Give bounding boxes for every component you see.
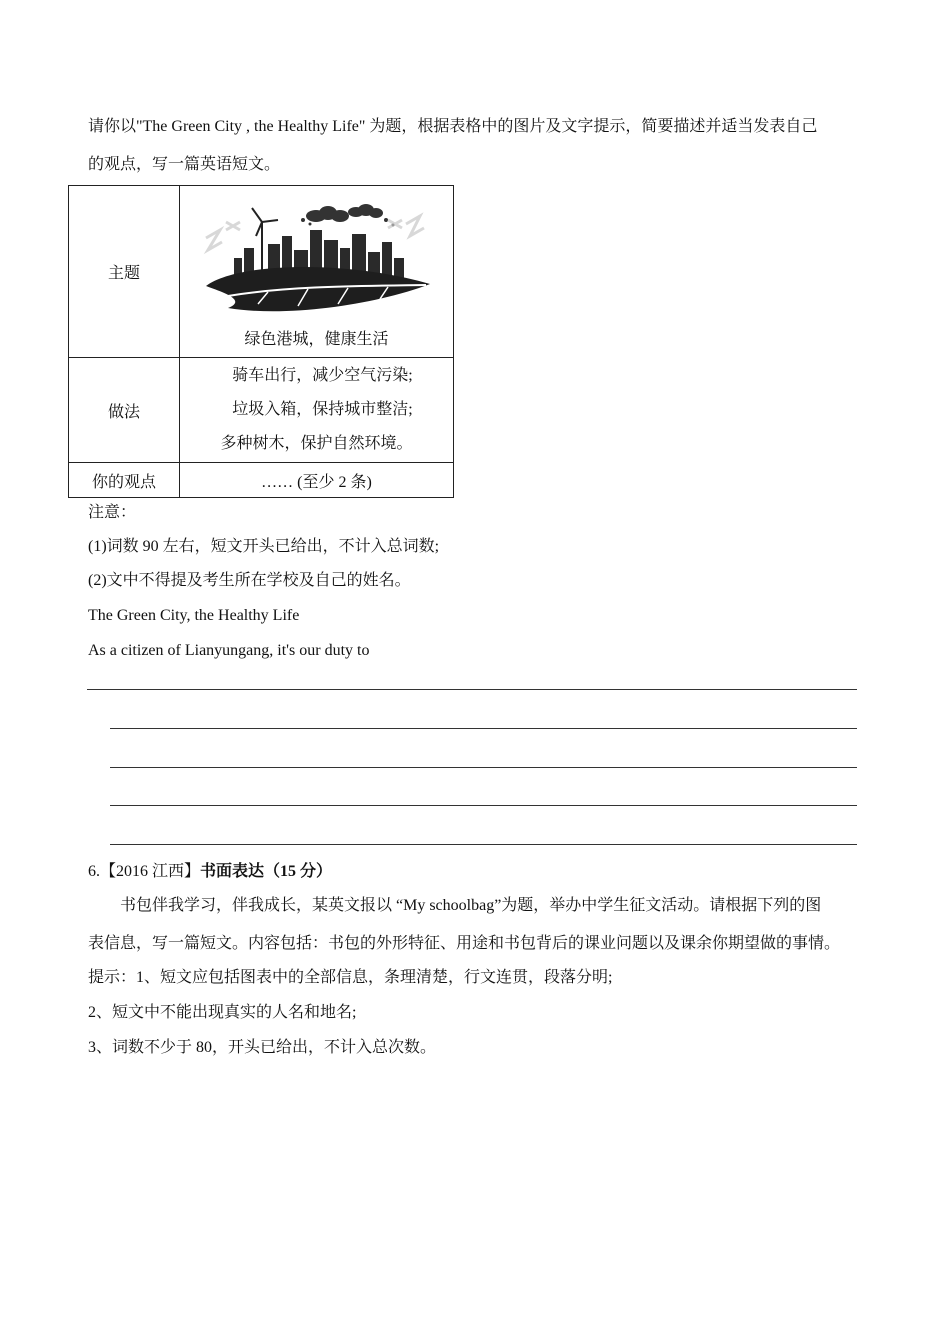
green-city-leaf-illustration — [198, 200, 438, 320]
intro-line-2: 的观点，写一篇英语短文。 — [88, 156, 281, 173]
question-title: 书面表达（15 分） — [200, 863, 333, 880]
hint-2: 2、短文中不能出现真实的人名和地名; — [88, 1004, 357, 1021]
essay-opening: As a citizen of Lianyungang, it's our duty to — [88, 642, 370, 659]
note-item: (2)文中不得提及考生所在学校及自己的姓名。 — [88, 572, 411, 589]
method-label: 做法 — [69, 358, 180, 463]
question-paragraph-2: 表信息，写一篇短文。内容包括：书包的外形特征、用途和书包背后的课业问题以及课余你期望做的事情。 — [88, 935, 841, 952]
answer-line — [110, 767, 857, 768]
question-paragraph-1: 书包伴我学习，伴我成长，某英文报以 “My schoolbag”为题，举办中学生征文活动。请根据下列的图 — [120, 897, 822, 914]
hint-1: 提示：1、短文应包括图表中的全部信息，条理清楚，行文连贯，段落分明; — [88, 969, 613, 986]
theme-caption: 绿色港城，健康生活 — [244, 331, 389, 348]
view-label: 你的观点 — [69, 463, 180, 498]
method-cell — [180, 358, 454, 463]
question-6-heading — [88, 862, 332, 882]
hint-3: 3、词数不少于 80，开头已给出，不计入总次数。 — [88, 1039, 437, 1056]
question-number: 6.【2016 江西】 — [88, 863, 201, 880]
essay-title: The Green City, the Healthy Life — [88, 607, 300, 624]
task-table — [68, 185, 454, 498]
intro-line-1: 请你以"The Green City , the Healthy Life" 为题，根据表格中的图片及文字提示，简要描述并适当发表自己 — [88, 118, 818, 135]
theme-cell — [180, 186, 454, 358]
method-item: 垃圾入箱，保持城市整洁; — [232, 401, 413, 418]
method-item: 骑车出行，减少空气污染; — [232, 367, 413, 384]
method-item: 多种树木，保护自然环境。 — [220, 435, 413, 452]
view-text: …… (至少 2 条) — [180, 463, 454, 498]
theme-label: 主题 — [69, 186, 180, 358]
answer-line — [110, 805, 857, 806]
answer-line — [87, 689, 857, 690]
note-item: (1)词数 90 左右，短文开头已给出，不计入总词数; — [88, 538, 440, 555]
answer-line — [110, 844, 857, 845]
answer-line — [110, 728, 857, 729]
notes-heading: 注意： — [88, 504, 137, 521]
